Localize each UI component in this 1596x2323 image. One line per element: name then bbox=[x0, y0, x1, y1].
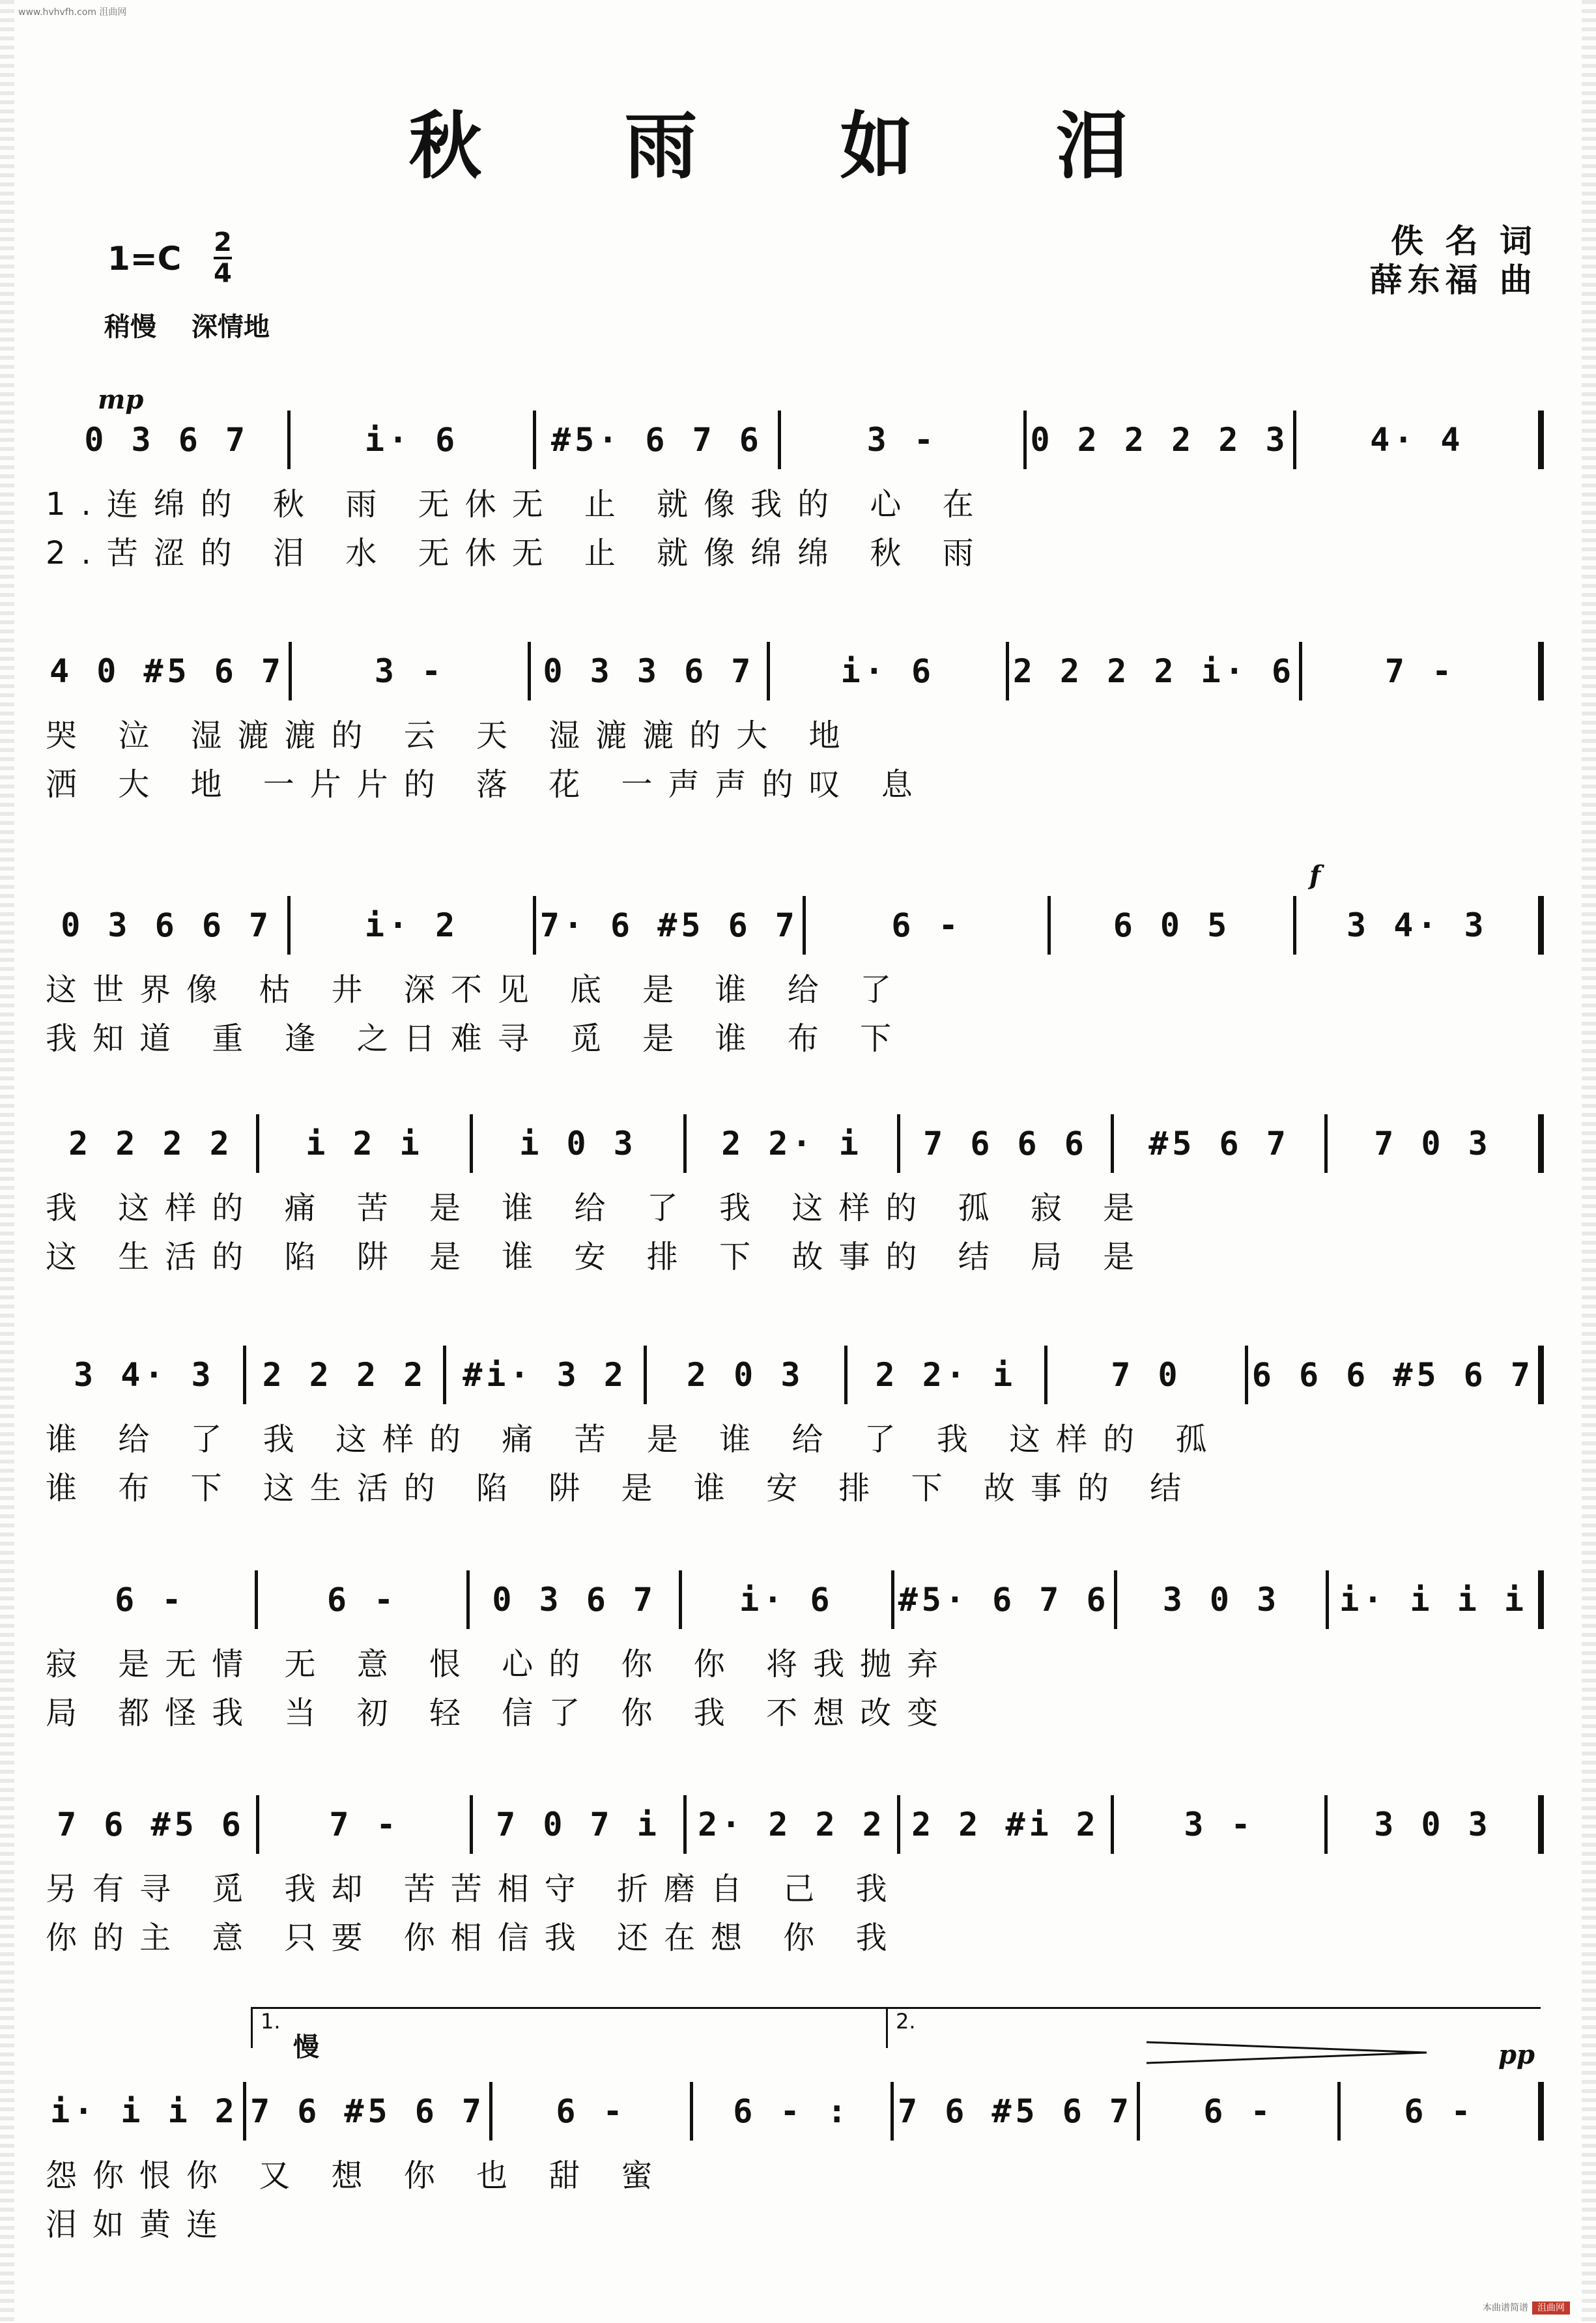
lyrics-verse-2: 泪如黄连 bbox=[46, 2206, 234, 2243]
lyrics-verse-1: 怨你恨你 又 想 你 也 甜 蜜 bbox=[46, 2157, 668, 2194]
measure: #5· 6 7 6 bbox=[894, 1570, 1117, 1629]
lyricist: 佚 名 词 bbox=[1391, 222, 1537, 260]
notes-line bbox=[46, 1114, 1544, 1173]
measure: 0 3 6 7 bbox=[46, 411, 291, 469]
measure: 3 0 3 bbox=[1117, 1570, 1330, 1629]
measure: 7 - bbox=[259, 1795, 473, 1854]
lyrics-verse-2: 谁 布 下 这生活的 陷 阱 是 谁 安 排 下 故事的 结 bbox=[46, 1470, 1197, 1507]
tempo-slow: 慢 bbox=[293, 2032, 319, 2062]
lyrics-verse-2: 这 生活的 陷 阱 是 谁 安 排 下 故事的 结 局 是 bbox=[46, 1239, 1150, 1275]
measure: 3 0 3 bbox=[1328, 1795, 1544, 1854]
lyrics-verse-1: 这世界像 枯 井 深不见 底 是 谁 给 了 bbox=[46, 972, 907, 1008]
volta-first-ending: 1. bbox=[251, 2007, 886, 2048]
measure: 2 2 2 2 bbox=[246, 1346, 447, 1404]
notes-line bbox=[46, 1346, 1544, 1404]
lyrics-verse-2: 局 都怪我 当 初 轻 信了 你 我 不想改变 bbox=[46, 1695, 954, 1731]
measure: 2 2 #i 2 bbox=[900, 1795, 1114, 1854]
measure: 7 0 3 bbox=[1328, 1114, 1544, 1173]
measure: #5· 6 7 6 bbox=[536, 411, 781, 469]
notes-line bbox=[46, 642, 1544, 700]
lyrics-verse-1: 寂 是无情 无 意 恨 心的 你 你 将我抛弃 bbox=[46, 1646, 954, 1682]
tempo-expression: 深情地 bbox=[191, 312, 270, 342]
tempo-marking bbox=[104, 306, 296, 343]
time-numerator: 2 bbox=[214, 227, 232, 257]
measure: #5 6 7 bbox=[1114, 1114, 1328, 1173]
measure: 0 3 3 6 7 bbox=[531, 642, 770, 700]
lyrics-verse-1: 我 这样的 痛 苦 是 谁 给 了 我 这样的 孤 寂 是 bbox=[46, 1190, 1150, 1226]
measure: 6 6 6 #5 6 7 bbox=[1248, 1346, 1544, 1404]
key-signature: 1=C bbox=[107, 240, 182, 278]
measure: 7 - bbox=[1302, 642, 1544, 700]
measure: 6 - : bbox=[693, 2082, 894, 2141]
measure: i· 6 bbox=[291, 411, 535, 469]
lyrics-verse-2: 2.苦涩的 泪 水 无休无 止 就像绵绵 秋 雨 bbox=[46, 535, 990, 571]
measure: 7 0 7 i bbox=[473, 1795, 687, 1854]
dynamic-f: f bbox=[1309, 860, 1321, 891]
lyrics-verse-1: 1.连绵的 秋 雨 无休无 止 就像我的 心 在 bbox=[46, 486, 990, 523]
measure: 2· 2 2 2 bbox=[687, 1795, 900, 1854]
measure: 2 2· i bbox=[848, 1346, 1048, 1404]
measure: 3 - bbox=[292, 642, 531, 700]
watermark: www.hvhvfh.com 沮曲网 bbox=[18, 7, 127, 18]
composer: 薛东福 曲 bbox=[1369, 261, 1537, 299]
measure: 0 3 6 6 7 bbox=[46, 896, 291, 955]
measure: 2 2 2 2 i· 6 bbox=[1009, 642, 1302, 700]
lyrics-verse-1: 谁 给 了 我 这样的 痛 苦 是 谁 给 了 我 这样的 孤 bbox=[46, 1421, 1223, 1458]
left-border bbox=[0, 0, 14, 2323]
measure: 7 6 #5 6 bbox=[46, 1795, 259, 1854]
measure: 6 - bbox=[1140, 2082, 1341, 2141]
right-border bbox=[1582, 0, 1596, 2323]
notes-line bbox=[46, 896, 1544, 955]
measure: 2 2· i bbox=[687, 1114, 900, 1173]
stamp-badge: 沮曲网 bbox=[1532, 2301, 1570, 2315]
measure: 7 6 #5 6 7 bbox=[246, 2082, 492, 2141]
measure: 7· 6 #5 6 7 bbox=[536, 896, 806, 955]
measure: 7 0 bbox=[1047, 1346, 1248, 1404]
measure: 6 - bbox=[1341, 2082, 1544, 2141]
measure: 7 6 #5 6 7 bbox=[894, 2082, 1140, 2141]
time-denominator: 4 bbox=[214, 257, 232, 288]
tempo-speed: 稍慢 bbox=[104, 312, 156, 342]
measure: 6 - bbox=[258, 1570, 470, 1629]
measure: i· i i 2 bbox=[46, 2082, 246, 2141]
dynamic-pp: pp bbox=[1498, 2040, 1535, 2070]
measure: i· 6 bbox=[682, 1570, 894, 1629]
measure: 4· 4 bbox=[1296, 411, 1544, 469]
lyrics-verse-1: 另有寻 觅 我却 苦苦相守 折磨自 己 我 bbox=[46, 1871, 903, 1907]
measure: 6 - bbox=[806, 896, 1051, 955]
lyrics-verse-2: 我知道 重 逢 之日难寻 觅 是 谁 布 下 bbox=[46, 1020, 907, 1057]
dynamic-mp: mp bbox=[98, 384, 144, 415]
measure: 2 2 2 2 bbox=[46, 1114, 259, 1173]
measure: #i· 3 2 bbox=[446, 1346, 647, 1404]
lyrics-verse-1: 哭 泣 湿漉漉的 云 天 湿漉漉的大 地 bbox=[46, 717, 856, 754]
stamp-text: 本曲谱简谱 bbox=[1483, 2303, 1528, 2313]
measure: 7 6 6 6 bbox=[900, 1114, 1114, 1173]
measure: 0 3 6 7 bbox=[470, 1570, 682, 1629]
measure: i· 6 bbox=[770, 642, 1009, 700]
measure: 3 4· 3 bbox=[1296, 896, 1544, 955]
measure: 2 0 3 bbox=[647, 1346, 848, 1404]
measure: i· 2 bbox=[291, 896, 535, 955]
measure: 3 - bbox=[781, 411, 1026, 469]
measure: 6 - bbox=[492, 2082, 693, 2141]
measure: 6 - bbox=[46, 1570, 258, 1629]
decrescendo-hairpin bbox=[1147, 2040, 1427, 2066]
notes-line bbox=[46, 411, 1544, 469]
notes-line bbox=[46, 1570, 1544, 1629]
notes-line bbox=[46, 1795, 1544, 1854]
song-title: 秋 雨 如 泪 bbox=[408, 104, 1188, 189]
measure: i 2 i bbox=[259, 1114, 473, 1173]
volta-second-ending: 2. bbox=[886, 2007, 1541, 2048]
notes-line bbox=[46, 2082, 1544, 2141]
measure: i 0 3 bbox=[473, 1114, 687, 1173]
footer-stamp bbox=[1483, 2301, 1570, 2314]
lyrics-verse-2: 你的主 意 只要 你相信我 还在想 你 我 bbox=[46, 1920, 903, 1956]
measure: 4 0 #5 6 7 bbox=[46, 642, 292, 700]
lyrics-verse-2: 洒 大 地 一片片的 落 花 一声声的叹 息 bbox=[46, 766, 928, 803]
measure: 3 - bbox=[1114, 1795, 1328, 1854]
time-signature bbox=[214, 228, 232, 288]
measure: 3 4· 3 bbox=[46, 1346, 246, 1404]
measure: 0 2 2 2 2 3 bbox=[1027, 411, 1296, 469]
measure: i· i i i bbox=[1329, 1570, 1544, 1629]
measure: 6 0 5 bbox=[1051, 896, 1296, 955]
